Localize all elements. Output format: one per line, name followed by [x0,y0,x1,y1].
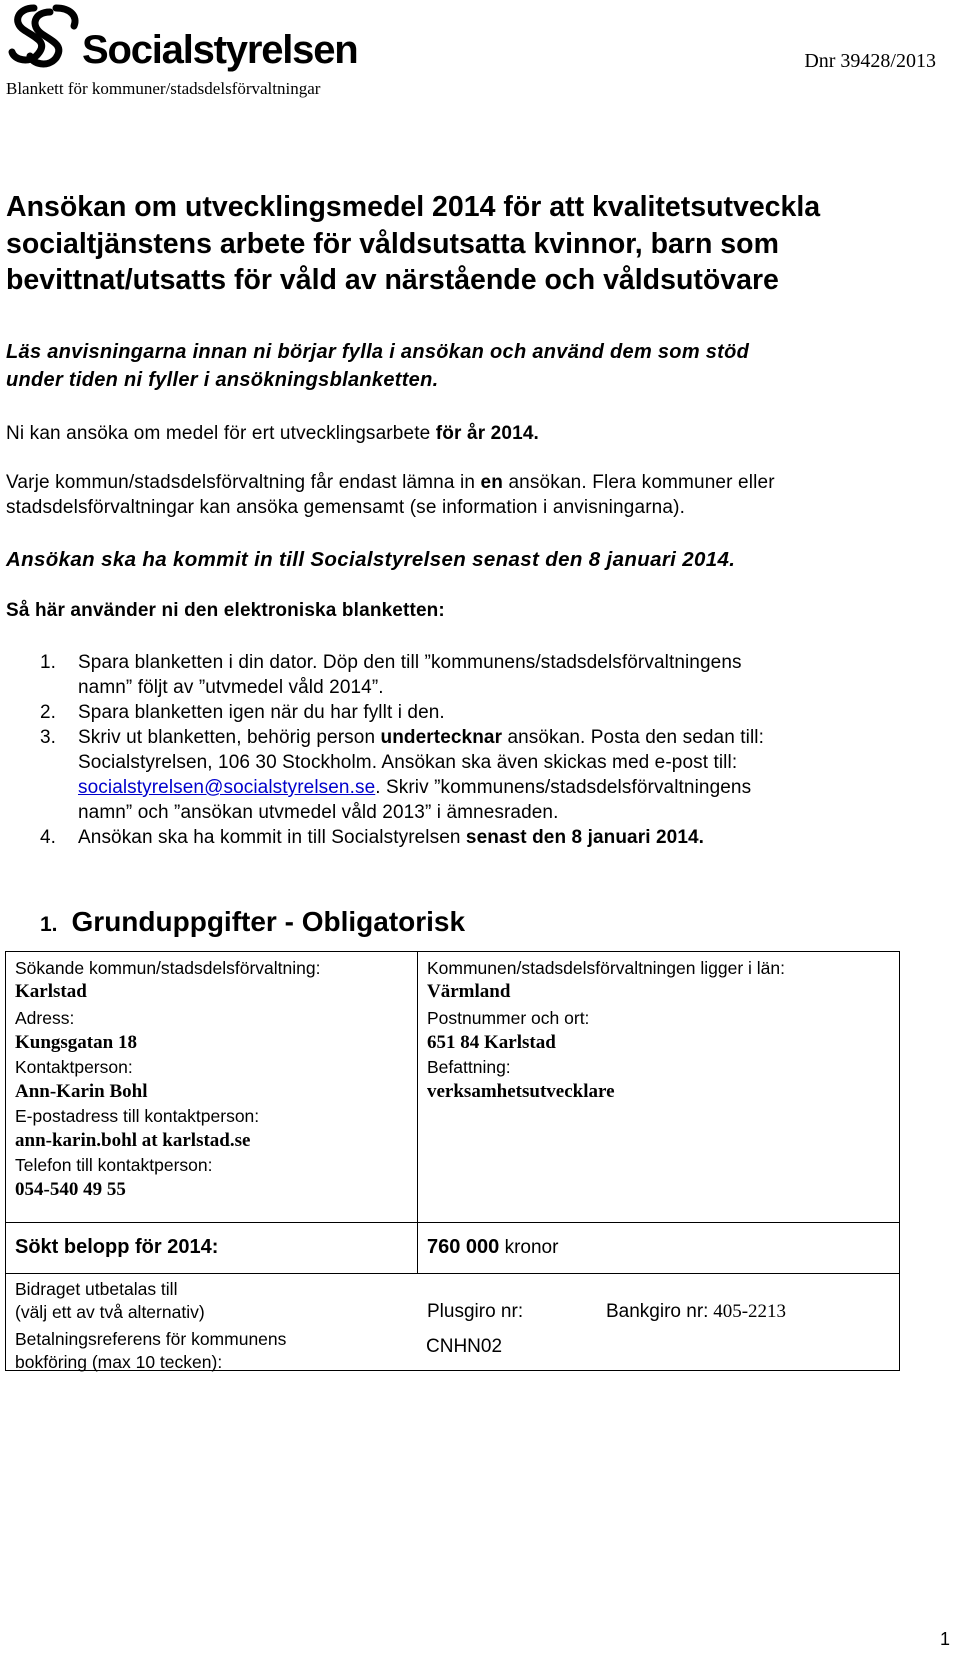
step-text: Ansökan ska ha kommit in till Socialstyrelsen [78,827,466,848]
step-bold: senast den 8 januari 2014. [465,827,705,848]
instruction-steps [40,650,940,850]
logo-wordmark: Socialstyrelsen [82,28,358,72]
step-text: Skriv ut blanketten, behörig person [78,727,381,748]
title-line: Ansökan om utvecklingsmedel 2014 för att kvalitetsutveckla [6,191,821,223]
reference-label: bokföring (max 10 tecken): [15,1352,223,1372]
county-label: Kommunen/stadsdelsförvaltningen ligger i län: [427,958,785,978]
document-title [6,189,946,299]
postal-label: Postnummer och ort: [427,1008,590,1028]
phone-field[interactable]: 054-540 49 55 [15,1179,126,1200]
step-text: Spara blanketten i din dator. Döp den till ”kommunens/stadsdelsförvaltningens [78,652,742,673]
para-text: ansökan. Flera kommuner eller [503,472,775,493]
form-type-label: Blankett för kommuner/stadsdelsförvaltningar [6,79,321,98]
row-divider [6,1222,899,1223]
list-item [40,700,940,725]
payout-label: Bidraget utbetalas till [15,1279,178,1299]
bankgiro-label: Bankgiro nr: [606,1301,709,1322]
payout-label: (välj ett av två alternativ) [15,1302,205,1322]
step-text: namn” följt av ”utvmedel våld 2014”. [78,677,384,698]
step-text: . Skriv ”kommunens/stadsdelsförvaltningens [375,777,752,798]
amount-label: Sökt belopp för 2014: [15,1236,219,1258]
applicant-field[interactable]: Karlstad [15,981,87,1002]
bankgiro-value: 405-2213 [708,1301,787,1322]
howto-heading [6,598,936,623]
para-bold: för år 2014. [435,423,539,444]
email-label: E-postadress till kontaktperson: [15,1106,260,1126]
bankgiro-field[interactable] [606,1301,786,1323]
deadline-text: Ansökan ska ha kommit in till Socialstyrelsen senast den 8 januari 2014. [6,548,736,571]
step-text: Spara blanketten igen när du har fyllt i den. [78,702,445,723]
row-divider [6,1273,899,1274]
step-text: ansökan. Posta den sedan till: [502,727,764,748]
reference-label: Betalningsreferens för kommunens [15,1329,287,1349]
reference-field[interactable]: CNHN02 [426,1336,503,1357]
intro-line: Läs anvisningarna innan ni börjar fylla i ansökan och använd dem som stöd [6,341,750,363]
section-title: Grunduppgifter - Obligatorisk [71,906,466,937]
para-text: Varje kommun/stadsdelsförvaltning får endast lämna in [6,472,481,493]
contact-field[interactable]: Ann-Karin Bohl [15,1081,148,1102]
plusgiro-label: Plusgiro nr: [427,1301,524,1322]
email-link[interactable]: socialstyrelsen@socialstyrelsen.se [78,777,376,798]
postal-field[interactable]: 651 84 Karlstad [427,1032,556,1053]
para-bold: en [480,472,504,493]
position-field[interactable]: verksamhetsutvecklare [427,1081,615,1102]
email-field[interactable]: ann-karin.bohl at karlstad.se [15,1130,251,1151]
phone-label: Telefon till kontaktperson: [15,1155,213,1175]
section-heading [40,906,465,938]
amount-value: 760 000 [427,1236,500,1258]
howto-heading-text: Så här använder ni den elektroniska blanketten: [6,600,445,621]
step-text: Socialstyrelsen, 106 30 Stockholm. Ansökan ska även skickas med e-post till: [78,752,738,773]
step-text: namn” och ”ansökan utvmedel våld 2013” i ämnesraden. [78,802,559,823]
document-number: Dnr 39428/2013 [804,50,936,72]
intro-instructions [6,338,936,394]
amount-unit: kronor [499,1237,559,1258]
applicant-label: Sökande kommun/stadsdelsförvaltning: [15,958,321,978]
column-divider [417,952,418,1273]
intro-line: under tiden ni fyller i ansökningsblanketten. [6,369,439,391]
page-number: 1 [939,1629,950,1649]
address-field[interactable]: Kungsgatan 18 [15,1032,137,1053]
section-number: 1. [40,913,58,936]
list-item [40,825,940,850]
funding-year-paragraph [6,421,936,446]
amount-field[interactable] [427,1236,558,1259]
title-line: socialtjänstens arbete för våldsutsatta kvinnor, barn som [6,227,779,260]
para-text: Ni kan ansöka om medel för ert utvecklingsarbete [6,423,436,444]
deadline-notice [6,547,936,572]
one-application-paragraph [6,470,936,520]
step-number: 4. [40,827,57,848]
step-number: 3. [40,727,57,748]
position-label: Befattning: [427,1057,511,1077]
county-field[interactable]: Värmland [427,981,511,1002]
contact-label: Kontaktperson: [15,1057,133,1077]
step-number: 2. [40,702,57,723]
para-text: stadsdelsförvaltningar kan ansöka gemensamt (se information i anvisningarna). [6,497,686,518]
step-number: 1. [40,652,57,673]
title-line: bevittnat/utsatts för våld av närstående och våldsutövare [6,264,779,296]
list-item [40,725,940,825]
basic-info-form [5,951,900,1371]
address-label: Adress: [15,1008,75,1028]
list-item [40,650,940,700]
step-bold: undertecknar [380,727,503,748]
